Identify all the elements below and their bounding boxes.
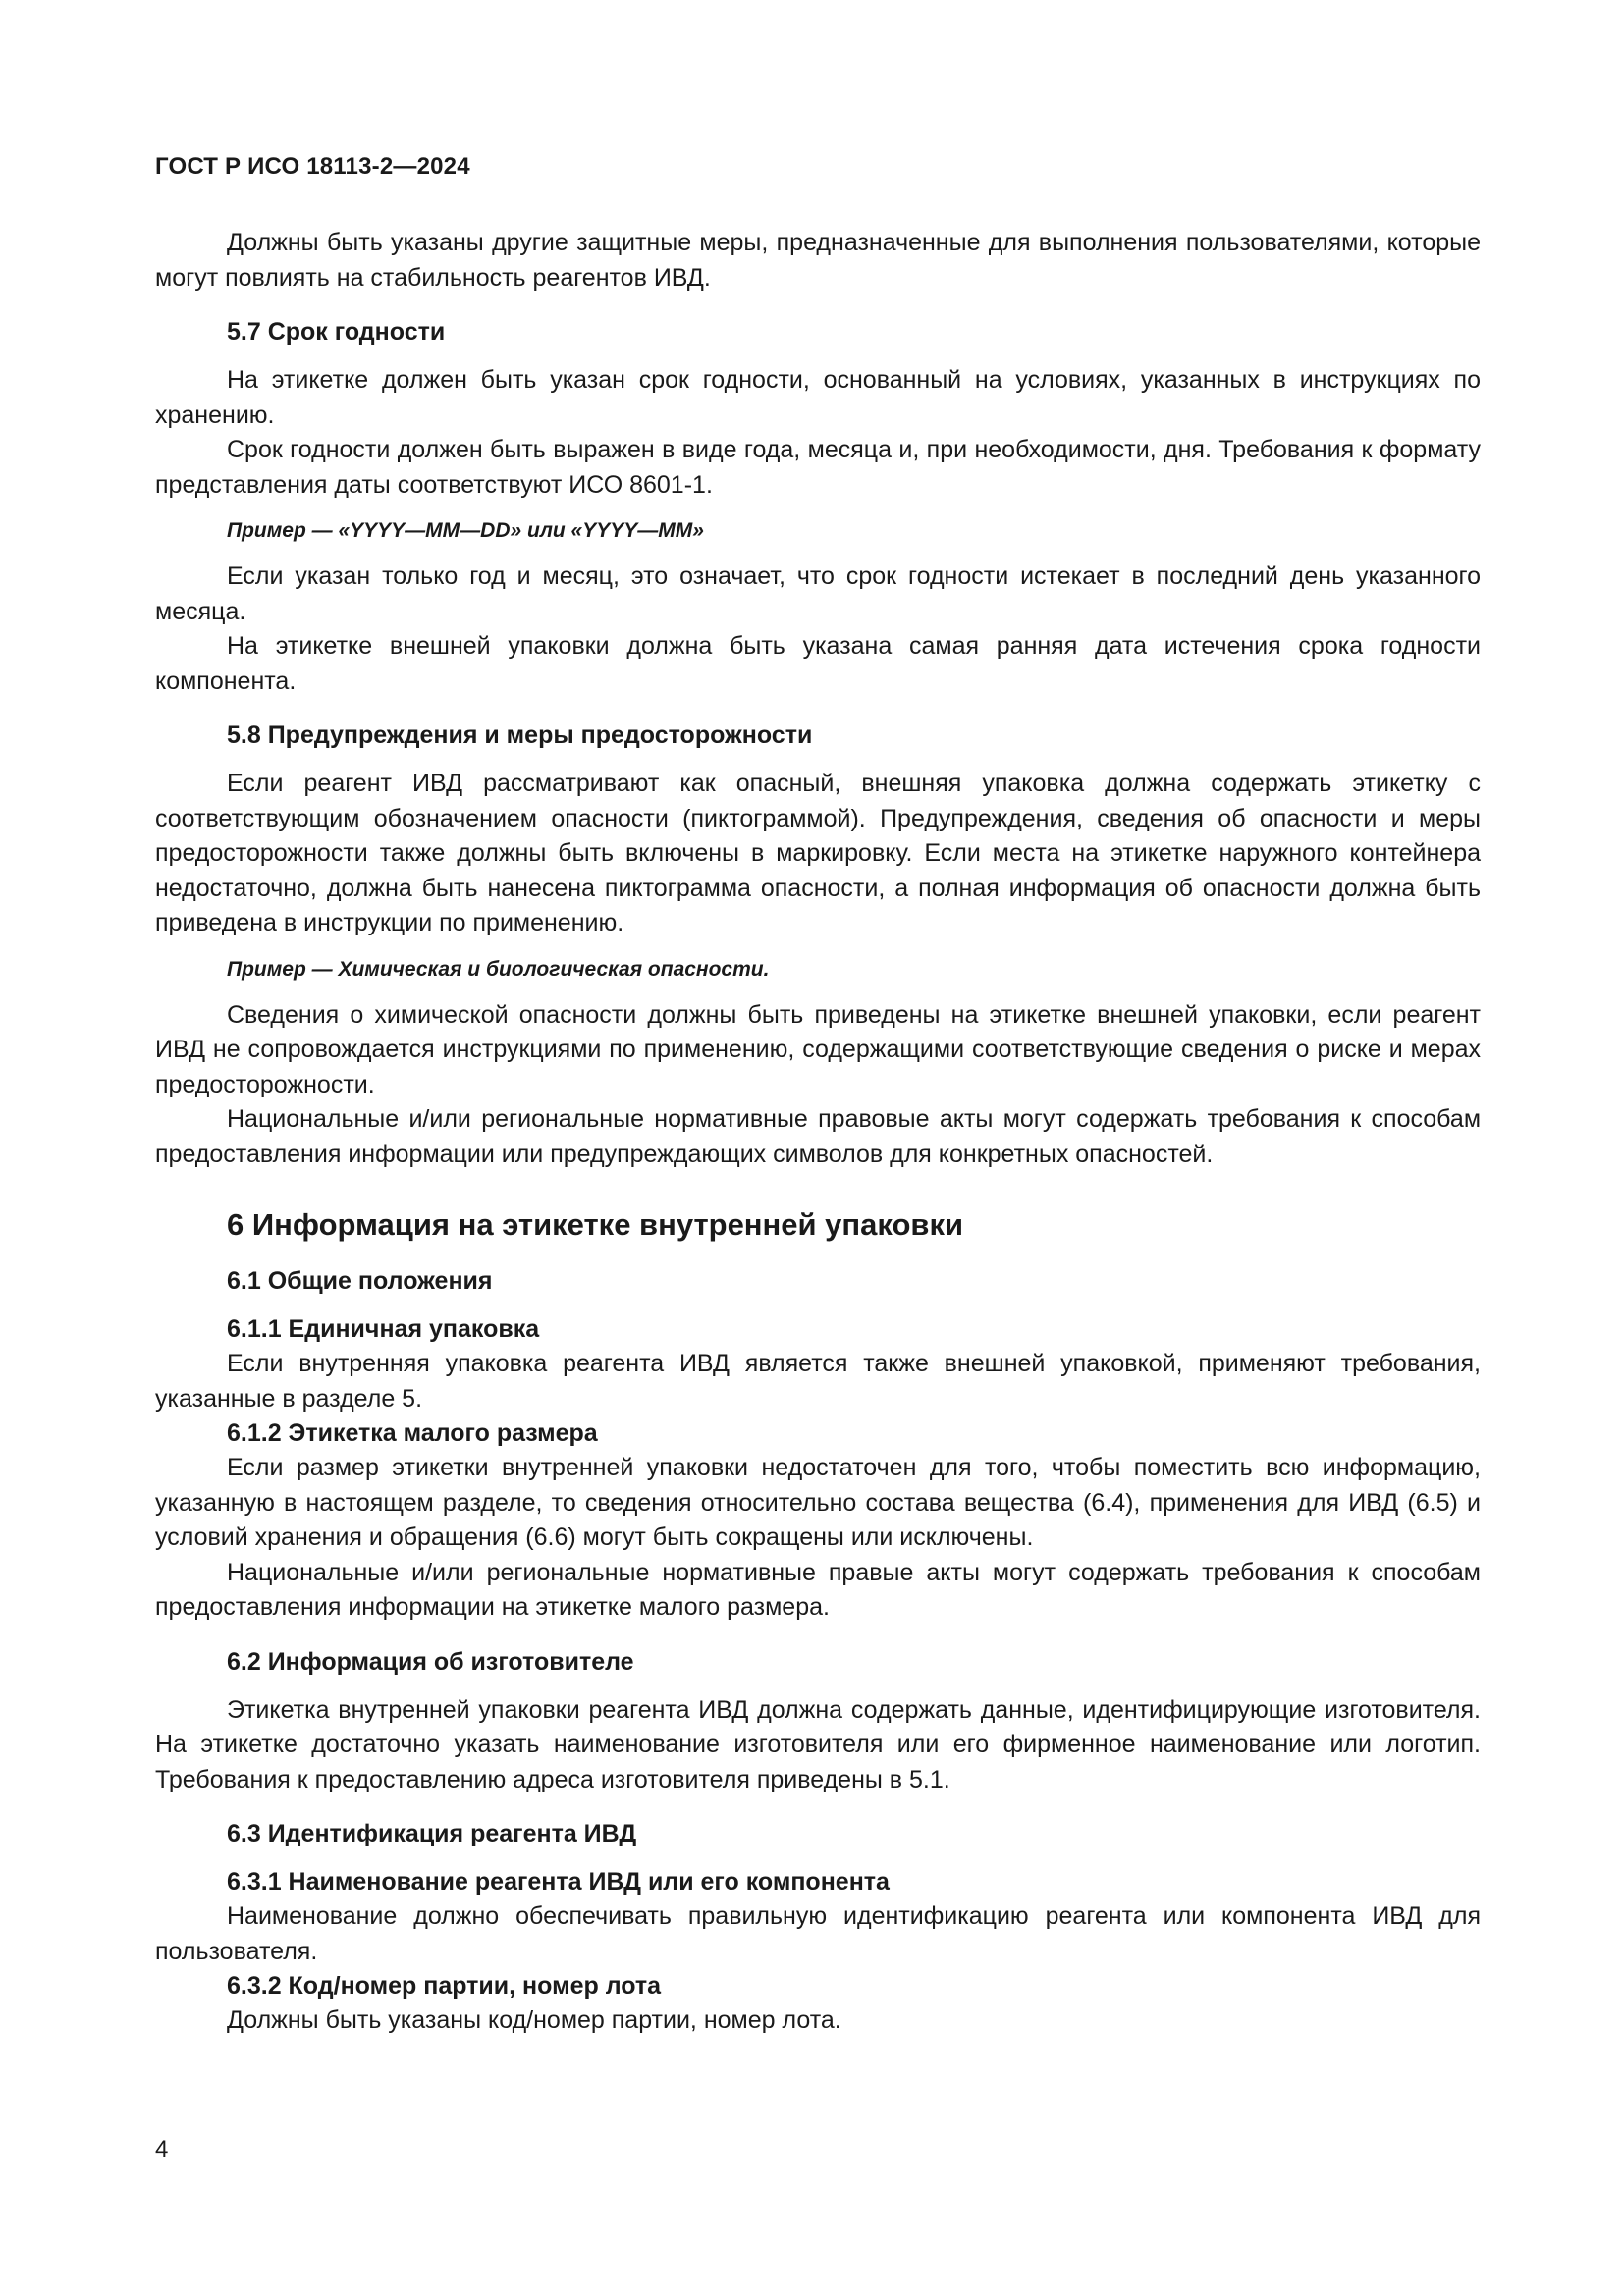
paragraph: Этикетка внутренней упаковки реагента ИВД должна содержать данные, идентифицирующие изготовителя. На этикетке достаточно указать наименование изготовителя или его фирменное наименование или логотип. Требования к предоставлению адреса изготовителя приведены в 5.1. [155, 1695, 1481, 1793]
section-heading-6-2: 6.2 Информация об изготовителе [227, 1647, 634, 1676]
paragraph: Национальные и/или региональные нормативные правовые акты могут содержать требования к способам предоставления информации или предупреждающих символов для конкретных опасностей. [155, 1105, 1481, 1168]
section-heading-6-3-1: 6.3.1 Наименование реагента ИВД или его компонента [227, 1868, 890, 1896]
example-note: Пример — Химическая и биологическая опасности. [227, 957, 770, 981]
page-number: 4 [155, 2136, 169, 2163]
chapter-heading-6: 6 Информация на этикетке внутренней упаковки [227, 1207, 964, 1242]
paragraph: Если внутренняя упаковка реагента ИВД является также внешней упаковкой, применяют требования, указанные в разделе 5. [155, 1350, 1481, 1413]
paragraph: Если указан только год и месяц, это означает, что срок годности истекает в последний день указанного месяца. [155, 562, 1481, 625]
example-note: Пример — «YYYY—MM—DD» или «YYYY—MM» [227, 519, 704, 542]
paragraph: Национальные и/или региональные нормативные правые акты могут содержать требования к способам предоставления информации на этикетке малого размера. [155, 1558, 1481, 1621]
paragraph: На этикетке внешней упаковки должна быть указана самая ранняя дата истечения срока годности компонента. [155, 632, 1481, 695]
document-header: ГОСТ Р ИСО 18113-2—2024 [155, 153, 470, 180]
section-heading-5-8: 5.8 Предупреждения и меры предосторожности [227, 721, 813, 749]
paragraph: Наименование должно обеспечивать правильную идентификацию реагента или компонента ИВД для пользователя. [155, 1902, 1481, 1965]
page-body [155, 226, 1481, 2039]
paragraph: На этикетке должен быть указан срок годности, основанный на условиях, указанных в инструкциях по хранению. [155, 366, 1481, 429]
section-heading-6-3-2: 6.3.2 Код/номер партии, номер лота [227, 1972, 662, 2000]
section-heading-5-7: 5.7 Срок годности [227, 318, 446, 346]
paragraph: Сведения о химической опасности должны быть приведены на этикетке внешней упаковки, если реагент ИВД не сопровождается инструкциями по применению, содержащими соответствующие сведения о риске и мерах предосторожности. [155, 1000, 1481, 1098]
section-heading-6-1: 6.1 Общие положения [227, 1267, 493, 1295]
section-heading-6-1-2: 6.1.2 Этикетка малого размера [227, 1419, 598, 1447]
paragraph: Если размер этикетки внутренней упаковки недостаточен для того, чтобы поместить всю информацию, указанную в настоящем разделе, то сведения относительно состава вещества (6.4), применения для ИВД (6.5) и условий хранения и обращения (6.6) могут быть сокращены или исключены. [155, 1454, 1481, 1551]
paragraph: Срок годности должен быть выражен в виде года, месяца и, при необходимости, дня. Требования к формату представления даты соответствуют ИСО 8601-1. [155, 436, 1481, 499]
paragraph: Должны быть указаны другие защитные меры, предназначенные для выполнения пользователями, которые могут повлиять на стабильность реагентов ИВД. [155, 229, 1481, 292]
paragraph: Если реагент ИВД рассматривают как опасный, внешняя упаковка должна содержать этикетку с соответствующим обозначением опасности (пиктограммой). Предупреждения, сведения об опасности и меры предосторожности также должны быть включены в маркировку. Если места на этикетке наружного контейнера недостаточно, должна быть нанесена пиктограмма опасности, а полная информация об опасности должна быть приведена в инструкции по применению. [155, 770, 1481, 936]
paragraph: Должны быть указаны код/номер партии, номер лота. [227, 2006, 841, 2034]
section-heading-6-3: 6.3 Идентификация реагента ИВД [227, 1820, 637, 1847]
section-heading-6-1-1: 6.1.1 Единичная упаковка [227, 1315, 540, 1343]
